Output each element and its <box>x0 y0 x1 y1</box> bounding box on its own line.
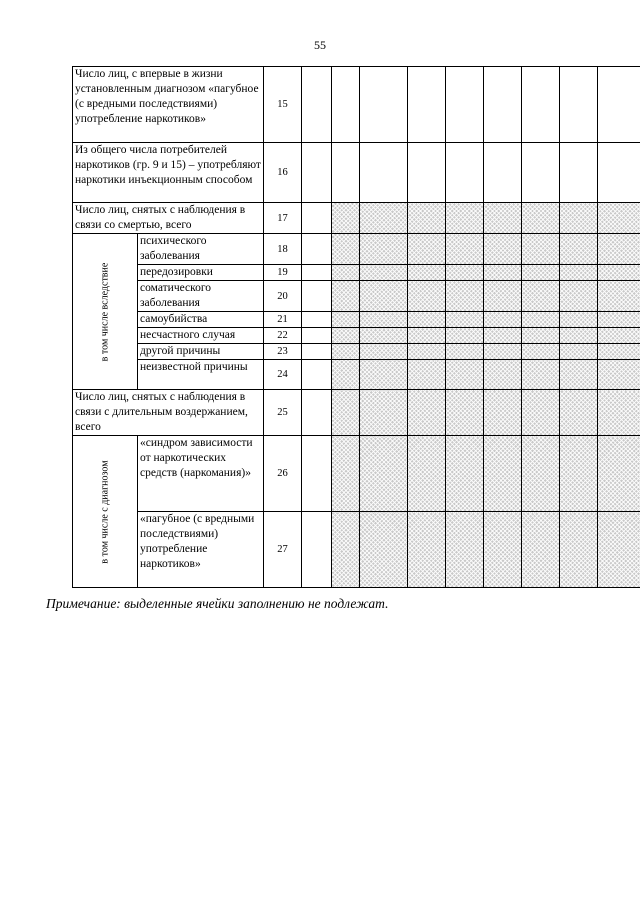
data-cell[interactable] <box>302 281 332 312</box>
row-label: передозировки <box>138 265 264 281</box>
row-number: 22 <box>264 328 302 344</box>
data-cell[interactable] <box>446 67 484 143</box>
shaded-cell <box>522 360 560 390</box>
shaded-cell <box>560 203 598 234</box>
data-cell[interactable] <box>302 143 332 203</box>
row-label: Число лиц, снятых с наблюдения в связи с длительным воздержанием, всего <box>73 390 264 436</box>
shaded-cell <box>484 512 522 588</box>
table-row-25 <box>73 390 640 436</box>
row-number: 27 <box>264 512 302 588</box>
shaded-cell <box>446 360 484 390</box>
group-label-cell <box>73 436 138 588</box>
shaded-cell <box>560 512 598 588</box>
shaded-cell <box>598 265 640 281</box>
data-cell[interactable] <box>302 265 332 281</box>
shaded-cell <box>598 360 640 390</box>
data-cell[interactable] <box>302 67 332 143</box>
shaded-cell <box>484 390 522 436</box>
shaded-cell <box>560 360 598 390</box>
row-number: 18 <box>264 234 302 265</box>
data-cell[interactable] <box>522 143 560 203</box>
group-label-cell <box>73 234 138 390</box>
row-label: «пагубное (с вредными последствиями) употребление наркотиков» <box>138 512 264 588</box>
shaded-cell <box>560 234 598 265</box>
shaded-cell <box>484 265 522 281</box>
shaded-cell <box>598 203 640 234</box>
shaded-cell <box>446 390 484 436</box>
table-row-24 <box>73 360 640 390</box>
shaded-cell <box>360 390 408 436</box>
row-label: самоубийства <box>138 312 264 328</box>
shaded-cell <box>360 234 408 265</box>
row-label: Число лиц, снятых с наблюдения в связи со смертью, всего <box>73 203 264 234</box>
data-cell[interactable] <box>332 143 360 203</box>
shaded-cell <box>332 312 360 328</box>
data-cell[interactable] <box>560 143 598 203</box>
page-number: 55 <box>314 38 326 52</box>
row-number: 19 <box>264 265 302 281</box>
shaded-cell <box>360 265 408 281</box>
shaded-cell <box>560 390 598 436</box>
row-number: 20 <box>264 281 302 312</box>
shaded-cell <box>560 328 598 344</box>
data-cell[interactable] <box>302 312 332 328</box>
shaded-cell <box>522 312 560 328</box>
shaded-cell <box>560 265 598 281</box>
group-label-diagnosis: в том числе с диагнозом <box>99 459 111 564</box>
table-row-26 <box>73 436 640 512</box>
data-cell[interactable] <box>560 67 598 143</box>
shaded-cell <box>522 281 560 312</box>
table-row-17 <box>73 203 640 234</box>
table-row-22 <box>73 328 640 344</box>
data-cell[interactable] <box>302 234 332 265</box>
shaded-cell <box>332 203 360 234</box>
shaded-cell <box>446 344 484 360</box>
shaded-cell <box>408 312 446 328</box>
row-number: 15 <box>264 67 302 143</box>
shaded-cell <box>446 281 484 312</box>
shaded-cell <box>332 436 360 512</box>
shaded-cell <box>446 234 484 265</box>
table-row-20 <box>73 281 640 312</box>
row-number: 17 <box>264 203 302 234</box>
row-label: несчастного случая <box>138 328 264 344</box>
shaded-cell <box>332 512 360 588</box>
shaded-cell <box>484 203 522 234</box>
shaded-cell <box>408 436 446 512</box>
table-row-23 <box>73 344 640 360</box>
row-label: Из общего числа потребителей наркотиков (гр. 9 и 15) – употребляют наркотики инъекционным способом <box>73 143 264 203</box>
shaded-cell <box>484 281 522 312</box>
table-row-15 <box>73 67 640 143</box>
table-row-21 <box>73 312 640 328</box>
row-number: 24 <box>264 360 302 390</box>
data-cell[interactable] <box>484 143 522 203</box>
shaded-cell <box>598 512 640 588</box>
shaded-cell <box>484 344 522 360</box>
shaded-cell <box>522 328 560 344</box>
shaded-cell <box>560 281 598 312</box>
shaded-cell <box>560 344 598 360</box>
data-cell[interactable] <box>360 143 408 203</box>
data-cell[interactable] <box>598 67 640 143</box>
data-cell[interactable] <box>302 203 332 234</box>
shaded-cell <box>408 281 446 312</box>
shaded-cell <box>598 390 640 436</box>
row-label: соматического заболевания <box>138 281 264 312</box>
shaded-cell <box>560 312 598 328</box>
shaded-cell <box>408 328 446 344</box>
shaded-cell <box>598 436 640 512</box>
shaded-cell <box>360 312 408 328</box>
table-row-18 <box>73 234 640 265</box>
shaded-cell <box>360 203 408 234</box>
shaded-cell <box>408 512 446 588</box>
shaded-cell <box>484 436 522 512</box>
shaded-cell <box>522 390 560 436</box>
row-number: 23 <box>264 344 302 360</box>
shaded-cell <box>360 344 408 360</box>
shaded-cell <box>446 203 484 234</box>
shaded-cell <box>484 360 522 390</box>
shaded-cell <box>360 512 408 588</box>
data-cell[interactable] <box>332 67 360 143</box>
shaded-cell <box>522 436 560 512</box>
shaded-cell <box>598 234 640 265</box>
row-label: Число лиц, с впервые в жизни установленным диагнозом «пагубное (с вредными последствиями) употребление наркотиков» <box>73 67 264 143</box>
data-cell[interactable] <box>408 67 446 143</box>
data-cell[interactable] <box>598 143 640 203</box>
data-cell[interactable] <box>446 143 484 203</box>
data-cell[interactable] <box>302 344 332 360</box>
data-cell[interactable] <box>302 436 332 512</box>
shaded-cell <box>360 328 408 344</box>
shaded-cell <box>522 265 560 281</box>
data-cell[interactable] <box>302 328 332 344</box>
shaded-cell <box>446 265 484 281</box>
shaded-cell <box>360 281 408 312</box>
data-cell[interactable] <box>522 67 560 143</box>
shaded-cell <box>332 360 360 390</box>
shaded-cell <box>522 203 560 234</box>
shaded-cell <box>446 328 484 344</box>
row-label: психического заболевания <box>138 234 264 265</box>
row-label: «синдром зависимости от наркотических средств (наркомания)» <box>138 436 264 512</box>
row-number: 21 <box>264 312 302 328</box>
shaded-cell <box>446 436 484 512</box>
footnote: Примечание: выделенные ячейки заполнению не подлежат. <box>46 596 389 611</box>
row-number: 26 <box>264 436 302 512</box>
shaded-cell <box>446 312 484 328</box>
shaded-cell <box>332 234 360 265</box>
shaded-cell <box>522 234 560 265</box>
data-cell[interactable] <box>408 143 446 203</box>
shaded-cell <box>408 344 446 360</box>
data-cell[interactable] <box>484 67 522 143</box>
row-label: неизвестной причины <box>138 360 264 390</box>
table-row-27 <box>73 512 640 588</box>
shaded-cell <box>598 328 640 344</box>
row-number: 16 <box>264 143 302 203</box>
shaded-cell <box>522 344 560 360</box>
data-cell[interactable] <box>302 360 332 390</box>
table-row-16 <box>73 143 640 203</box>
shaded-cell <box>484 312 522 328</box>
data-cell[interactable] <box>360 67 408 143</box>
shaded-cell <box>598 312 640 328</box>
group-label-cause: в том числе вследствие <box>99 262 111 361</box>
shaded-cell <box>332 344 360 360</box>
shaded-cell <box>332 281 360 312</box>
shaded-cell <box>446 512 484 588</box>
shaded-cell <box>360 436 408 512</box>
shaded-cell <box>408 265 446 281</box>
statistics-form-table <box>72 66 640 588</box>
shaded-cell <box>598 281 640 312</box>
shaded-cell <box>408 360 446 390</box>
row-number: 25 <box>264 390 302 436</box>
shaded-cell <box>598 344 640 360</box>
shaded-cell <box>484 328 522 344</box>
shaded-cell <box>408 234 446 265</box>
shaded-cell <box>408 203 446 234</box>
shaded-cell <box>522 512 560 588</box>
data-cell[interactable] <box>302 390 332 436</box>
shaded-cell <box>408 390 446 436</box>
shaded-cell <box>560 436 598 512</box>
shaded-cell <box>484 234 522 265</box>
row-label: другой причины <box>138 344 264 360</box>
table-row-19 <box>73 265 640 281</box>
shaded-cell <box>360 360 408 390</box>
shaded-cell <box>332 328 360 344</box>
shaded-cell <box>332 265 360 281</box>
shaded-cell <box>332 390 360 436</box>
data-cell[interactable] <box>302 512 332 588</box>
